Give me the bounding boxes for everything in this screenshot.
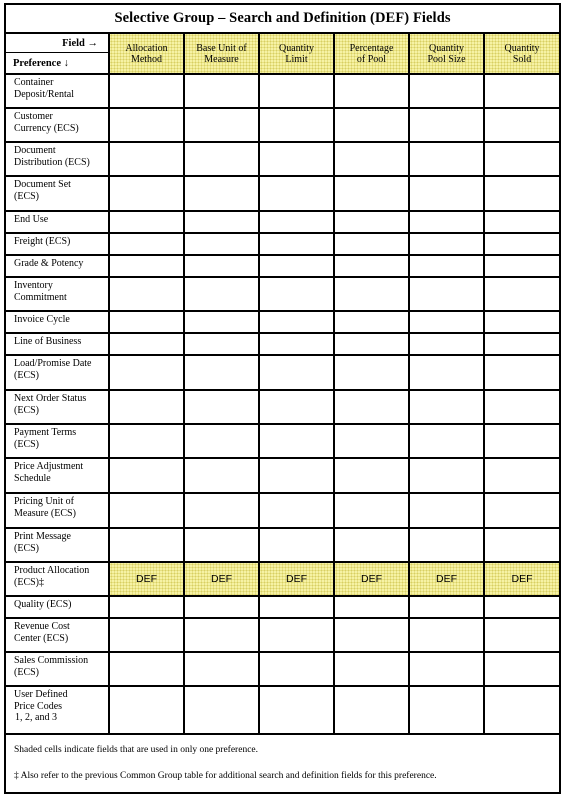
table-cell <box>259 74 334 108</box>
row-label-line: Document Set <box>14 179 71 190</box>
table-cell <box>184 618 259 652</box>
table-cell <box>109 333 184 355</box>
table-cell <box>109 211 184 233</box>
table-cell <box>334 277 409 311</box>
table-cell <box>484 108 560 142</box>
table-cell <box>484 493 560 528</box>
table-cell <box>484 686 560 734</box>
row-label-line: Price Adjustment <box>14 461 84 472</box>
row-label-line: Customer <box>14 111 53 122</box>
column-header-quantity-sold: Quantity Sold <box>484 33 560 74</box>
row-label-line: Print Message <box>14 531 71 542</box>
row-label <box>5 277 109 311</box>
table-cell <box>109 493 184 528</box>
row-label-line: Commitment <box>14 291 67 303</box>
table-cell <box>484 311 560 333</box>
table-cell <box>259 390 334 424</box>
table-cell <box>259 458 334 493</box>
table-cell <box>184 142 259 176</box>
double-dagger-note: ‡ Also refer to the previous Common Group table for additional search and definition fields for this preference. <box>14 771 437 781</box>
table-cell <box>109 142 184 176</box>
row-label <box>5 493 109 528</box>
table-cell <box>484 255 560 277</box>
def-cell: DEF <box>109 562 184 596</box>
table-cell <box>334 424 409 458</box>
table-cell <box>184 233 259 255</box>
table-cell <box>484 333 560 355</box>
corner-cell <box>5 33 109 74</box>
row-label-line: Distribution (ECS) <box>14 156 90 168</box>
table-row <box>5 176 560 211</box>
table-cell <box>409 74 484 108</box>
table-cell <box>184 277 259 311</box>
def-cell: DEF <box>334 562 409 596</box>
table-cell <box>109 618 184 652</box>
table-row <box>5 277 560 311</box>
table-cell <box>409 233 484 255</box>
table-cell <box>409 108 484 142</box>
row-label-line: (ECS) <box>14 542 39 554</box>
table-cell <box>259 596 334 618</box>
table-cell <box>109 255 184 277</box>
row-label <box>5 108 109 142</box>
row-label-line: Price Codes <box>14 700 63 712</box>
row-label <box>5 142 109 176</box>
def-fields-table <box>4 3 561 794</box>
table-cell <box>409 458 484 493</box>
table-cell <box>409 390 484 424</box>
row-label <box>5 333 109 355</box>
table-cell <box>184 652 259 686</box>
table-cell <box>334 652 409 686</box>
table-cell <box>184 493 259 528</box>
table-cell <box>184 458 259 493</box>
table-cell <box>109 686 184 734</box>
table-cell <box>259 355 334 390</box>
table-row <box>5 355 560 390</box>
table-row <box>5 528 560 562</box>
table-cell <box>334 618 409 652</box>
table-cell <box>409 311 484 333</box>
table-cell <box>409 333 484 355</box>
row-label <box>5 355 109 390</box>
column-header-allocation-method: Allocation Method <box>109 33 184 74</box>
table-cell <box>259 333 334 355</box>
table-row <box>5 108 560 142</box>
table-cell <box>184 211 259 233</box>
header-row <box>5 33 560 74</box>
table-cell <box>184 311 259 333</box>
table-cell <box>184 108 259 142</box>
table-cell <box>259 211 334 233</box>
table-cell <box>259 142 334 176</box>
table-cell <box>109 528 184 562</box>
table-row <box>5 311 560 333</box>
column-header-base-unit-of-measure: Base Unit of Measure <box>184 33 259 74</box>
table-cell <box>409 424 484 458</box>
table-row <box>5 562 560 596</box>
table-cell <box>409 255 484 277</box>
def-cell: DEF <box>409 562 484 596</box>
table-cell <box>484 390 560 424</box>
table-cell <box>484 424 560 458</box>
row-label <box>5 424 109 458</box>
table-cell <box>334 211 409 233</box>
row-label-line: Next Order Status <box>14 393 87 404</box>
table-cell <box>484 652 560 686</box>
row-label-line: Grade & Potency <box>14 258 84 269</box>
table-cell <box>334 311 409 333</box>
table-row <box>5 618 560 652</box>
table-cell <box>484 74 560 108</box>
row-label-line: Product Allocation <box>14 565 90 576</box>
table-cell <box>409 355 484 390</box>
table-cell <box>484 142 560 176</box>
table-row <box>5 458 560 493</box>
table-cell <box>259 277 334 311</box>
table-cell <box>109 355 184 390</box>
table-row <box>5 424 560 458</box>
table-cell <box>109 74 184 108</box>
row-label-line: (ECS) <box>14 666 39 678</box>
table-cell <box>184 424 259 458</box>
table-row <box>5 233 560 255</box>
row-label-line: User Defined <box>14 689 68 700</box>
table-cell <box>409 142 484 176</box>
table-cell <box>409 493 484 528</box>
row-label <box>5 311 109 333</box>
table-cell <box>184 390 259 424</box>
table-cell <box>184 255 259 277</box>
table-cell <box>184 596 259 618</box>
table-cell <box>109 233 184 255</box>
table-cell <box>334 355 409 390</box>
table-cell <box>409 528 484 562</box>
row-label-line: Revenue Cost <box>14 621 70 632</box>
row-label-line: Measure (ECS) <box>14 507 76 519</box>
row-label-line: Pricing Unit of <box>14 496 74 507</box>
row-label-line: Schedule <box>14 472 51 484</box>
row-label <box>5 528 109 562</box>
table-cell <box>259 424 334 458</box>
table-cell <box>184 176 259 211</box>
table-row <box>5 255 560 277</box>
table-cell <box>259 686 334 734</box>
row-label <box>5 255 109 277</box>
table-row <box>5 652 560 686</box>
table-row <box>5 142 560 176</box>
table-cell <box>184 686 259 734</box>
table-cell <box>409 211 484 233</box>
table-cell <box>184 74 259 108</box>
table-cell <box>484 176 560 211</box>
column-header-quantity-limit: Quantity Limit <box>259 33 334 74</box>
row-label-line: Inventory <box>14 280 53 291</box>
table-cell <box>334 233 409 255</box>
table-cell <box>334 142 409 176</box>
field-axis-label: Field → <box>62 38 98 49</box>
table-cell <box>184 528 259 562</box>
table-cell <box>109 652 184 686</box>
row-label-line: (ECS) <box>14 404 39 416</box>
table-cell <box>334 108 409 142</box>
row-label <box>5 652 109 686</box>
table-cell <box>409 618 484 652</box>
row-label-line: Center (ECS) <box>14 632 69 644</box>
table-cell <box>334 74 409 108</box>
table-cell <box>109 390 184 424</box>
table-cell <box>334 390 409 424</box>
def-cell: DEF <box>484 562 560 596</box>
row-label-line: (ECS) <box>14 369 39 381</box>
table-title: Selective Group – Search and Definition (DEF) Fields <box>5 4 560 33</box>
table-cell <box>334 596 409 618</box>
table-row <box>5 390 560 424</box>
row-label-line: Load/Promise Date <box>14 358 92 369</box>
row-label-line: Payment Terms <box>14 427 77 438</box>
table-cell <box>184 333 259 355</box>
row-label <box>5 74 109 108</box>
row-label <box>5 176 109 211</box>
table-cell <box>259 652 334 686</box>
table-cell <box>334 176 409 211</box>
table-cell <box>484 233 560 255</box>
table-cell <box>484 211 560 233</box>
table-cell <box>259 233 334 255</box>
table-row <box>5 211 560 233</box>
table-cell <box>409 277 484 311</box>
row-label-line: (ECS) <box>14 190 39 202</box>
preference-axis-label: Preference ↓ <box>13 58 69 69</box>
row-label <box>5 618 109 652</box>
table-row <box>5 333 560 355</box>
table-cell <box>109 108 184 142</box>
column-header-percentage-of-pool: Percentage of Pool <box>334 33 409 74</box>
row-label <box>5 233 109 255</box>
shaded-note: Shaded cells indicate fields that are used in only one preference. <box>14 745 258 755</box>
table-cell <box>484 618 560 652</box>
row-label-line: Currency (ECS) <box>14 122 79 134</box>
row-label-line: (ECS)‡ <box>14 576 44 588</box>
table-cell <box>334 333 409 355</box>
table-cell <box>259 618 334 652</box>
table-row <box>5 686 560 734</box>
row-label <box>5 390 109 424</box>
row-label-line: Invoice Cycle <box>14 314 70 325</box>
row-label-line: Line of Business <box>14 336 82 347</box>
table-cell <box>334 528 409 562</box>
table-cell <box>259 311 334 333</box>
table-cell <box>484 528 560 562</box>
table-cell <box>109 424 184 458</box>
table-cell <box>109 458 184 493</box>
row-label <box>5 211 109 233</box>
corner-divider <box>6 52 108 53</box>
table-cell <box>259 108 334 142</box>
row-label-line: Deposit/Rental <box>14 88 74 100</box>
row-label-line: Freight (ECS) <box>14 236 71 247</box>
table-cell <box>484 458 560 493</box>
table-cell <box>334 493 409 528</box>
table-row <box>5 596 560 618</box>
table-cell <box>409 596 484 618</box>
table-cell <box>409 652 484 686</box>
table-row <box>5 493 560 528</box>
row-label <box>5 458 109 493</box>
def-cell: DEF <box>184 562 259 596</box>
table-cell <box>259 493 334 528</box>
def-cell: DEF <box>259 562 334 596</box>
table-cell <box>259 255 334 277</box>
column-header-quantity-pool-size: Quantity Pool Size <box>409 33 484 74</box>
row-label <box>5 596 109 618</box>
row-label-line: Document <box>14 145 56 156</box>
table-cell <box>109 277 184 311</box>
row-label-line: End Use <box>14 214 49 225</box>
table-cell <box>109 176 184 211</box>
table-cell <box>334 458 409 493</box>
table-cell <box>409 176 484 211</box>
row-label-line: Quality (ECS) <box>14 599 72 610</box>
table-cell <box>184 355 259 390</box>
table-cell <box>109 311 184 333</box>
table-cell <box>409 686 484 734</box>
table-body <box>5 74 560 734</box>
row-label-line: Container <box>14 77 54 88</box>
row-label-line: Sales Commission <box>14 655 89 666</box>
table-cell <box>484 355 560 390</box>
row-label-line: (ECS) <box>14 438 39 450</box>
table-cell <box>484 596 560 618</box>
row-label <box>5 686 109 734</box>
notes-cell <box>5 734 560 793</box>
table-row <box>5 74 560 108</box>
row-label-line: 1, 2, and 3 <box>15 712 57 723</box>
table-cell <box>334 686 409 734</box>
table-cell <box>484 277 560 311</box>
row-label <box>5 562 109 596</box>
table-cell <box>259 176 334 211</box>
table-cell <box>259 528 334 562</box>
table-cell <box>334 255 409 277</box>
table-cell <box>109 596 184 618</box>
